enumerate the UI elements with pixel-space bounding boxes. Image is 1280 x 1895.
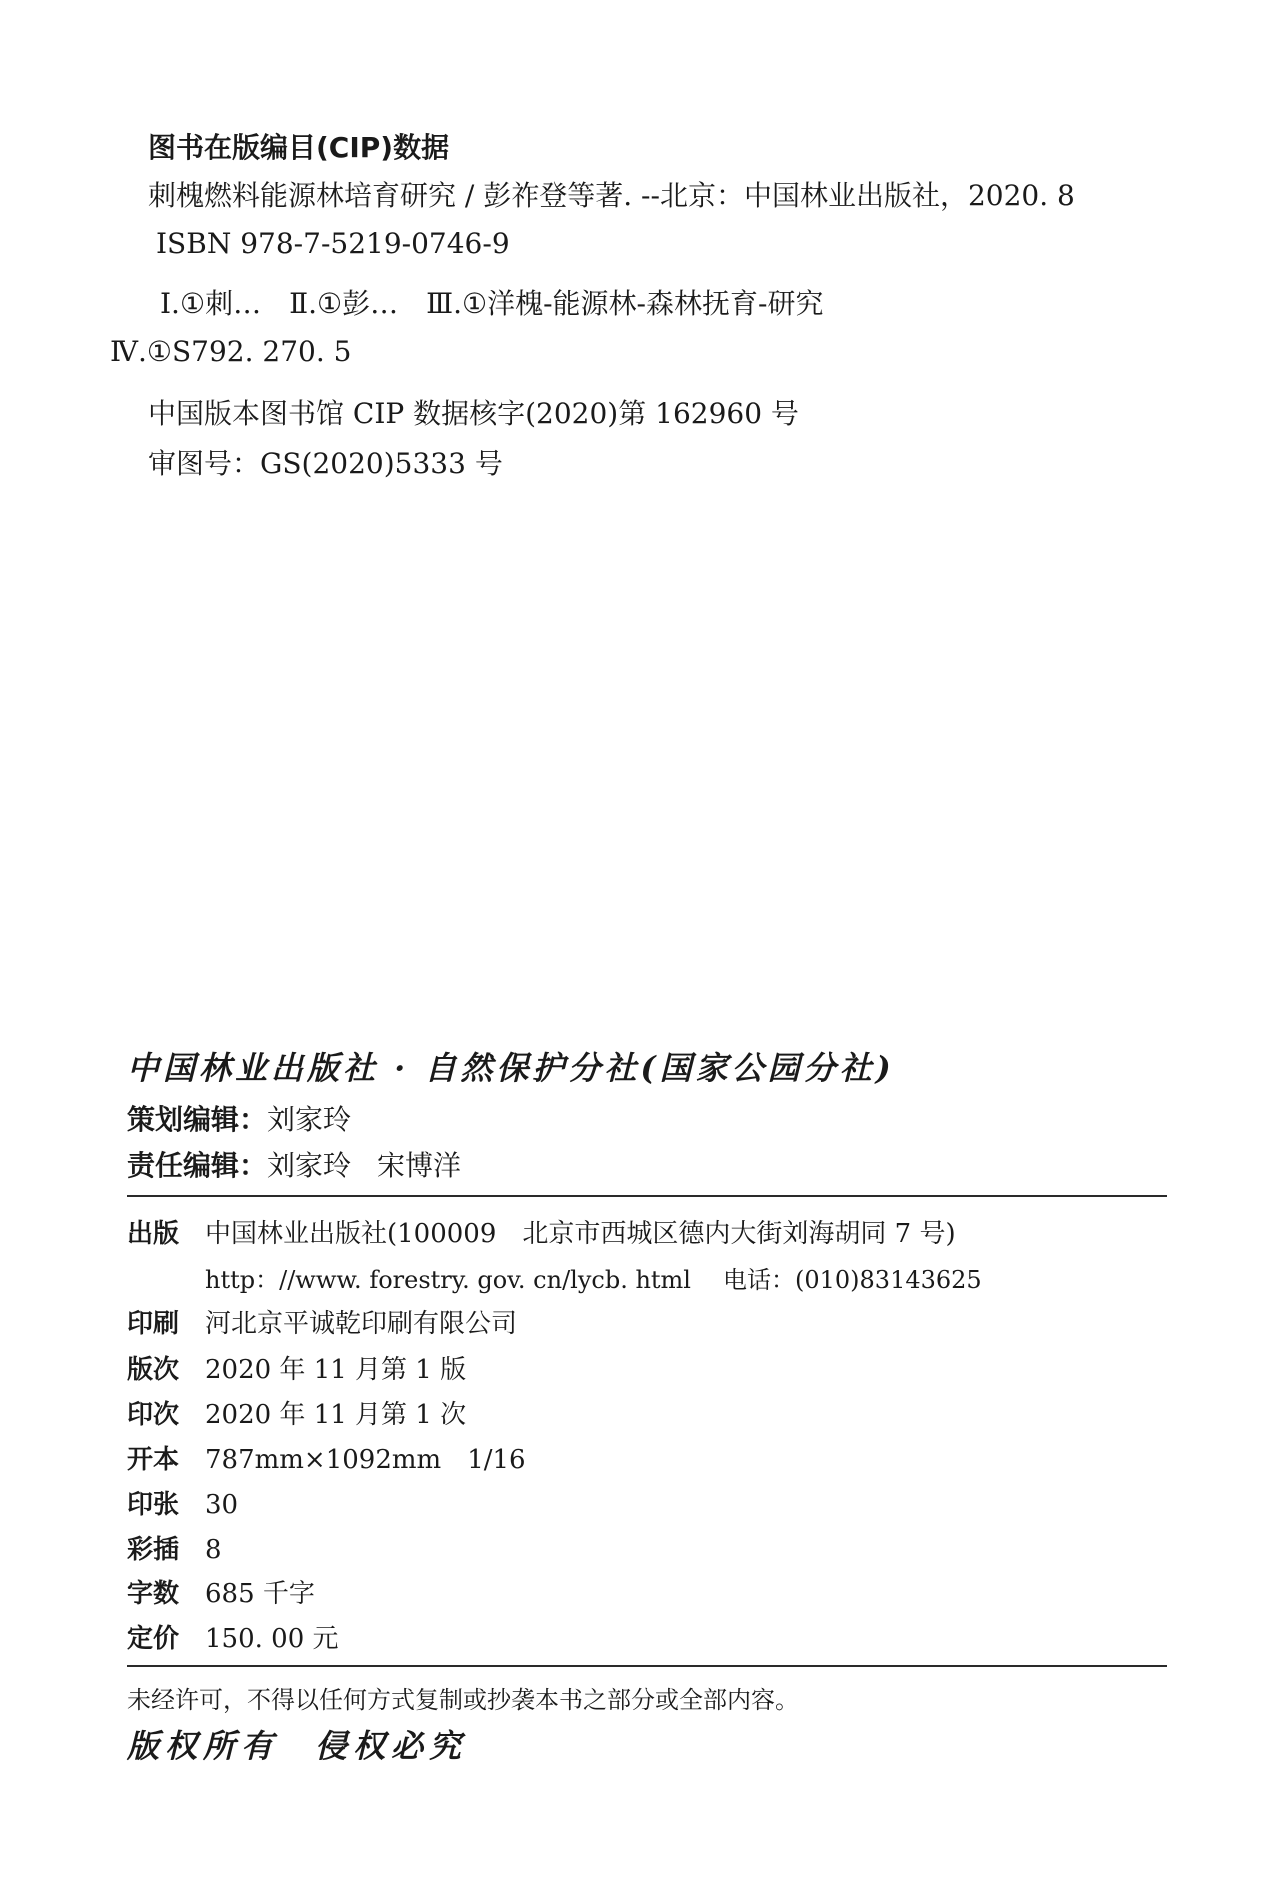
plates-row bbox=[127, 1532, 222, 1572]
planning-editor-name: 刘家玲 bbox=[267, 1103, 352, 1136]
responsible-editor-name-1: 刘家玲 bbox=[267, 1149, 352, 1182]
map-review-number: 审图号：GS(2020)5333 号 bbox=[148, 447, 503, 480]
rights-statement bbox=[127, 1728, 467, 1764]
cip-bibliographic-line: 刺槐燃料能源林培育研究 / 彭祚登等著. --北京：中国林业出版社，2020. 8 bbox=[148, 179, 1075, 212]
contact-row bbox=[205, 1262, 982, 1302]
format-value: 787mm×1092mm 1/16 bbox=[205, 1445, 526, 1475]
copyright-notice: 未经许可，不得以任何方式复制或抄袭本书之部分或全部内容。 bbox=[127, 1686, 799, 1714]
cip-record-number: 中国版本图书馆 CIP 数据核字(2020)第 162960 号 bbox=[148, 397, 799, 430]
impression-row bbox=[127, 1397, 466, 1437]
website: http：//www. forestry. gov. cn/lycb. html bbox=[205, 1266, 691, 1294]
phone: 电话：(010)83143625 bbox=[723, 1266, 982, 1294]
bottom-divider bbox=[127, 1665, 1167, 1667]
format-label: 开本 bbox=[127, 1445, 180, 1475]
responsible-editors bbox=[127, 1148, 461, 1184]
words-row bbox=[127, 1576, 315, 1616]
impression-label: 印次 bbox=[127, 1400, 180, 1430]
publish-value: 中国林业出版社(100009 北京市西城区德内大街刘海胡同 7 号) bbox=[205, 1219, 956, 1249]
sheets-label: 印张 bbox=[127, 1490, 180, 1520]
print-value: 河北京平诚乾印刷有限公司 bbox=[205, 1309, 518, 1339]
impression-value: 2020 年 11 月第 1 次 bbox=[205, 1400, 467, 1430]
top-divider bbox=[127, 1195, 1167, 1197]
cip-title: 图书在版编目(CIP)数据 bbox=[148, 131, 450, 164]
edition-row bbox=[127, 1352, 466, 1392]
words-label: 字数 bbox=[127, 1579, 180, 1609]
responsible-editor-label: 责任编辑： bbox=[127, 1149, 268, 1182]
price-label: 定价 bbox=[127, 1624, 180, 1654]
sheets-row bbox=[127, 1487, 238, 1527]
publisher-branch: 中国林业出版社 · 自然保护分社(国家公园分社) bbox=[127, 1049, 895, 1087]
rights-reserved: 版权所有 bbox=[127, 1727, 280, 1765]
print-label: 印刷 bbox=[127, 1309, 180, 1339]
sheets-value: 30 bbox=[205, 1490, 239, 1520]
cip-classification: Ⅳ.①S792. 270. 5 bbox=[110, 335, 352, 368]
infringement-warning: 侵权必究 bbox=[315, 1727, 468, 1765]
print-row bbox=[127, 1306, 517, 1346]
edition-label: 版次 bbox=[127, 1355, 180, 1385]
publish-label: 出版 bbox=[127, 1219, 180, 1249]
format-row bbox=[127, 1442, 526, 1482]
price-row bbox=[127, 1621, 339, 1661]
cip-isbn: ISBN 978-7-5219-0746-9 bbox=[156, 227, 510, 260]
cip-subject-line: Ⅰ.①刺… Ⅱ.①彭… Ⅲ.①洋槐-能源林-森林抚育-研究 bbox=[160, 287, 824, 320]
responsible-editor-name-2: 宋博洋 bbox=[377, 1149, 462, 1182]
publish-row bbox=[127, 1216, 956, 1256]
planning-editor-label: 策划编辑： bbox=[127, 1103, 268, 1136]
plates-label: 彩插 bbox=[127, 1535, 180, 1565]
planning-editor bbox=[127, 1102, 351, 1138]
words-value: 685 千字 bbox=[205, 1579, 315, 1609]
price-value: 150. 00 元 bbox=[205, 1624, 339, 1654]
edition-value: 2020 年 11 月第 1 版 bbox=[205, 1355, 467, 1385]
plates-value: 8 bbox=[205, 1535, 222, 1565]
